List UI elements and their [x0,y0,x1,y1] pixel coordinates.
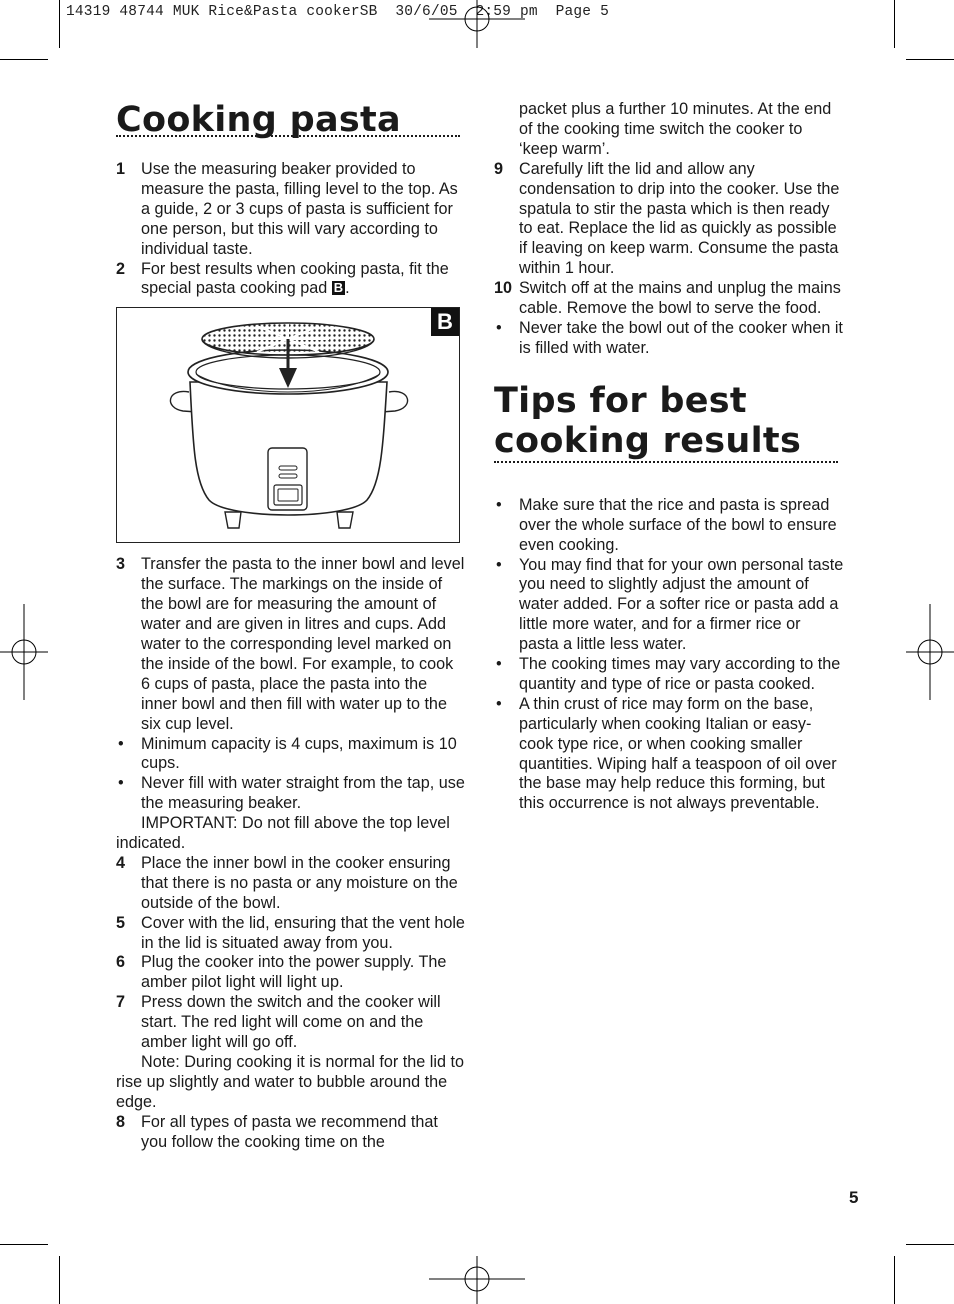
crop-mark [0,1244,48,1245]
step-text-end: . [345,279,350,298]
step-text: Place the inner bowl in the cooker ensuring that there is no pasta or any moisture on the outside of the bowl. [141,853,458,912]
step-item [116,1113,466,1153]
step-number: 9 [494,159,504,178]
step-number: 7 [116,993,126,1012]
bullet-text: Never fill with water straight from the tap, use the measuring beaker. [141,774,465,813]
step-number: 4 [116,853,126,872]
step-text: Cover with the lid, ensuring that the vent hole in the lid is situated away from you. [141,913,465,952]
print-slug-line: 14319 48744 MUK Rice&Pasta cookerSB 30/6/05 2:59 pm Page 5 [66,4,609,20]
crop-mark [894,1256,895,1304]
step-item [116,914,466,954]
bullet-symbol: • [118,774,124,793]
step-text: Plug the cooker into the power supply. The amber pilot light will light up. [141,953,447,992]
step-number: 6 [116,953,126,972]
left-column [116,100,466,1153]
step-text: Press down the switch and the cooker will start. The red light will come on and the amber light will go off. [141,993,441,1052]
crop-mark [906,1244,954,1245]
tip-item [494,655,844,695]
step-text: For best results when cooking pasta, fit the special pasta cooking pad [141,259,449,298]
figure-rice-cooker [116,307,460,543]
figure-label: B [431,308,459,336]
step-item [116,160,466,260]
step-item [116,854,466,914]
bullet-text: Minimum capacity is 4 cups, maximum is 10 cups. [141,734,457,773]
step-item [116,260,466,300]
step-text: Use the measuring beaker provided to measure the pasta, filling level to the top. As a guide, 2 or 3 cups of pasta is sufficient for one person, but this will vary according to individual taste. [141,160,458,258]
rice-cooker-illustration [117,308,459,542]
continued-step-text: packet plus a further 10 minutes. At the end of the cooking time switch the cooker to ‘keep warm’. [519,100,832,158]
tip-text: Make sure that the rice and pasta is spread over the whole surface of the bowl to ensure even cooking. [519,495,837,554]
registration-mark-left [0,604,48,700]
step-text: Switch off at the mains and unplug the mains cable. Remove the bowl to serve the food. [519,279,841,318]
crop-mark [906,59,954,60]
step-number: 8 [116,1112,126,1131]
step-number: 1 [116,160,126,178]
step-item [116,993,466,1053]
tip-text: You may find that for your own personal taste you need to slightly adjust the amount of water added. For a softer rice or pasta add a little more water, and for a firmer rice or pasta a little less water. [519,555,844,654]
right-column [494,100,844,814]
cooking-note: Note: During cooking it is normal for the lid to rise up slightly and water to bubble around the edge. [116,1053,464,1111]
step-item [116,953,466,993]
crop-mark [59,0,60,48]
page-number: 5 [849,1188,859,1207]
section-title-cooking-pasta: Cooking pasta [116,100,401,140]
tip-item [494,556,844,656]
registration-mark-top [429,0,525,50]
step-number: 2 [116,259,126,278]
registration-mark-bottom [429,1256,525,1304]
step-text: Transfer the pasta to the inner bowl and level the surface. The markings on the inside of the bowl are for measuring the amount of water and are given in litres and cups. Add water to the corresponding level marked on the inside of the bowl. For example, to cook 6 cups of pasta, place the pasta into the inner bowl and then fill with water up to the six cup level. [141,555,465,733]
registration-mark-right [906,604,954,700]
step-text: For all types of pasta we recommend that you follow the cooking time on the [141,1112,438,1151]
step-item [116,555,466,734]
bullet-item [116,735,466,775]
crop-mark [894,0,895,48]
step-text: Carefully lift the lid and allow any condensation to drip into the cooker. Use the spatula to stir the pasta which is then ready to eat. Replace the lid as quickly as possible if leaving on keep warm. Consume the pasta within 1 hour. [519,159,840,278]
important-note: IMPORTANT: Do not fill above the top level indicated. [116,814,450,853]
section-title-tips [494,381,844,461]
bullet-symbol: • [496,318,502,337]
bullet-text: Never take the bowl out of the cooker when it is filled with water. [519,318,843,357]
tip-text: The cooking times may vary according to the quantity and type of rice or pasta cooked. [519,655,841,693]
step-item [494,160,844,279]
bullet-symbol: • [496,694,502,713]
section-title-line: cooking results [494,420,802,461]
bullet-symbol: • [496,555,502,574]
bullet-symbol: • [496,655,502,674]
section-title-line: Tips for best [494,380,747,421]
step-number: 5 [116,913,126,932]
crop-mark [59,1256,60,1304]
step-item [494,279,844,319]
bullet-symbol: • [118,734,124,753]
bullet-symbol: • [496,495,502,514]
bullet-item [494,319,844,359]
figure-reference-badge: B [333,280,344,296]
tip-item [494,496,844,556]
tip-item [494,695,844,814]
bullet-item [116,774,466,814]
tip-text: A thin crust of rice may form on the base, particularly when cooking Italian or easy-cook type rice, or when cooking smaller quantities. Wiping half a teaspoon of oil over the base may help reduce this forming, but this occurrence is not always preventable. [519,694,837,813]
crop-mark [0,59,48,60]
step-number: 10 [494,279,513,298]
step-number: 3 [116,555,126,574]
